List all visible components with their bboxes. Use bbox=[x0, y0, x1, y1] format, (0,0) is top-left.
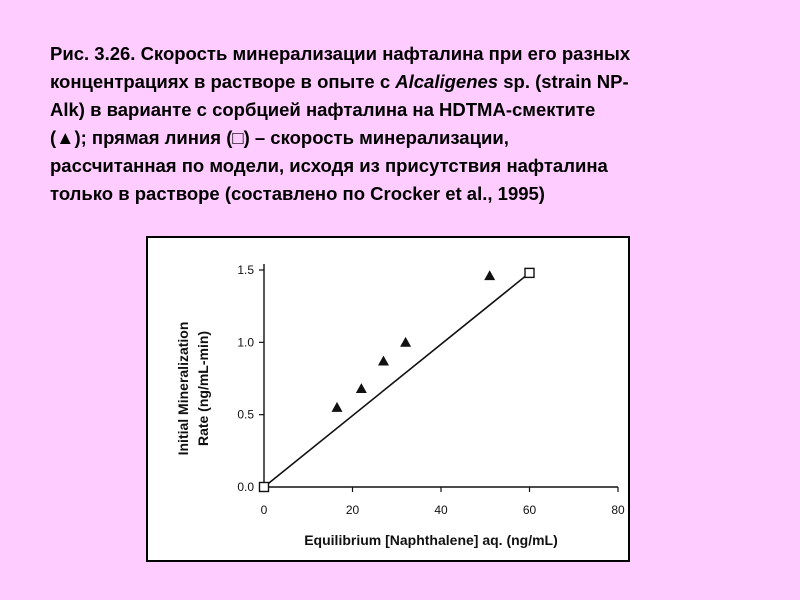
triangle-point bbox=[332, 402, 343, 412]
caption-line-5: рассчитанная по модели, исходя из присутствия нафталина bbox=[50, 155, 608, 176]
triangle-point bbox=[378, 356, 389, 366]
x-tick-label: 60 bbox=[522, 503, 537, 517]
x-tick-label: 20 bbox=[345, 503, 360, 517]
x-tick-label: 80 bbox=[611, 503, 625, 517]
y-tick-label: 1.5 bbox=[237, 263, 254, 277]
x-tick-label: 0 bbox=[260, 503, 268, 517]
mineralization-chart bbox=[148, 238, 628, 560]
caption-species-name: Alcaligenes bbox=[395, 71, 499, 92]
caption-line-6: только в растворе (составлено по Crocker et al., 1995) bbox=[50, 183, 545, 204]
caption-line-2 bbox=[50, 68, 750, 96]
caption-line-4: (▲); прямая линия (□) – скорость минерализации, bbox=[50, 127, 509, 148]
y-tick-label: 0.5 bbox=[237, 407, 254, 422]
triangle-point bbox=[356, 383, 367, 393]
x-axis-ticks bbox=[261, 487, 625, 517]
caption-line-3: Alk) в варианте с сорбцией нафталина на HDTMA-смектите bbox=[50, 99, 596, 120]
x-tick-label: 40 bbox=[434, 503, 448, 517]
figure-frame bbox=[146, 236, 630, 562]
y-axis-ticks bbox=[237, 263, 264, 494]
square-point bbox=[525, 268, 534, 277]
square-point bbox=[260, 483, 269, 492]
caption-line-1: Рис. 3.26. Скорость минерализации нафталина при его разных bbox=[50, 43, 631, 64]
caption-line-2-start: концентрациях в растворе в опыте с bbox=[50, 71, 396, 92]
triangle-point bbox=[400, 337, 411, 347]
triangle-point bbox=[484, 270, 495, 280]
y-tick-label: 1.0 bbox=[237, 335, 254, 350]
series-layer bbox=[260, 268, 535, 491]
y-axis-title-line-2: Rate (ng/mL-min) bbox=[195, 330, 211, 447]
y-tick-label: 0.0 bbox=[237, 480, 254, 494]
y-axis-title-line-1: Initial Mineralization bbox=[175, 321, 191, 456]
caption-line-2-end: sp. (strain NP- bbox=[498, 71, 629, 92]
x-axis-title: Equilibrium [Naphthalene] aq. (ng/mL) bbox=[304, 532, 558, 548]
model-line bbox=[264, 273, 530, 487]
figure-caption bbox=[50, 40, 750, 208]
